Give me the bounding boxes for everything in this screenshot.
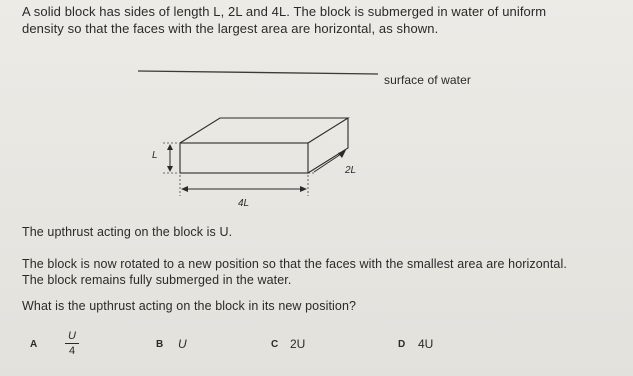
option-d-value[interactable]: 4U — [418, 337, 434, 351]
block-top-edges — [180, 118, 348, 143]
length-arrow-head-right — [300, 186, 307, 192]
block-diagram — [130, 60, 390, 210]
option-a-denominator: 4 — [68, 345, 76, 357]
option-b-letter[interactable]: B — [156, 339, 164, 350]
height-arrow-head-down — [167, 166, 173, 172]
height-label: L — [152, 150, 158, 161]
option-a-numerator: U — [68, 330, 76, 342]
water-surface-label: surface of water — [384, 73, 471, 87]
option-b-value[interactable]: U — [178, 337, 187, 351]
block-front-face — [180, 143, 308, 173]
block-right-edges — [308, 118, 348, 173]
upthrust-statement: The upthrust acting on the block is U. — [22, 225, 233, 239]
rotation-line-1: The block is now rotated to a new position so that the faces with the smallest area are horizontal. — [22, 257, 567, 271]
depth-arrow — [314, 152, 344, 172]
height-arrow-head-up — [167, 144, 173, 150]
option-c-letter[interactable]: C — [271, 339, 279, 350]
option-d-letter[interactable]: D — [398, 339, 406, 350]
fraction-bar — [65, 343, 79, 344]
length-label: 4L — [238, 198, 250, 209]
intro-line-2: density so that the faces with the largest area are horizontal, as shown. — [22, 21, 439, 36]
water-surface-line — [138, 71, 378, 74]
question-prompt: What is the upthrust acting on the block in its new position? — [22, 299, 357, 313]
option-a-fraction[interactable] — [65, 330, 79, 357]
option-c-value[interactable]: 2U — [290, 337, 306, 351]
option-a-letter[interactable]: A — [30, 339, 38, 350]
rotation-line-2: The block remains fully submerged in the water. — [22, 273, 292, 287]
intro-line-1: A solid block has sides of length L, 2L and 4L. The block is submerged in water of uniform — [22, 4, 547, 19]
rotation-description — [22, 256, 567, 288]
length-arrow-head-left — [181, 186, 188, 192]
depth-label: 2L — [345, 165, 357, 176]
question-intro — [22, 3, 546, 37]
